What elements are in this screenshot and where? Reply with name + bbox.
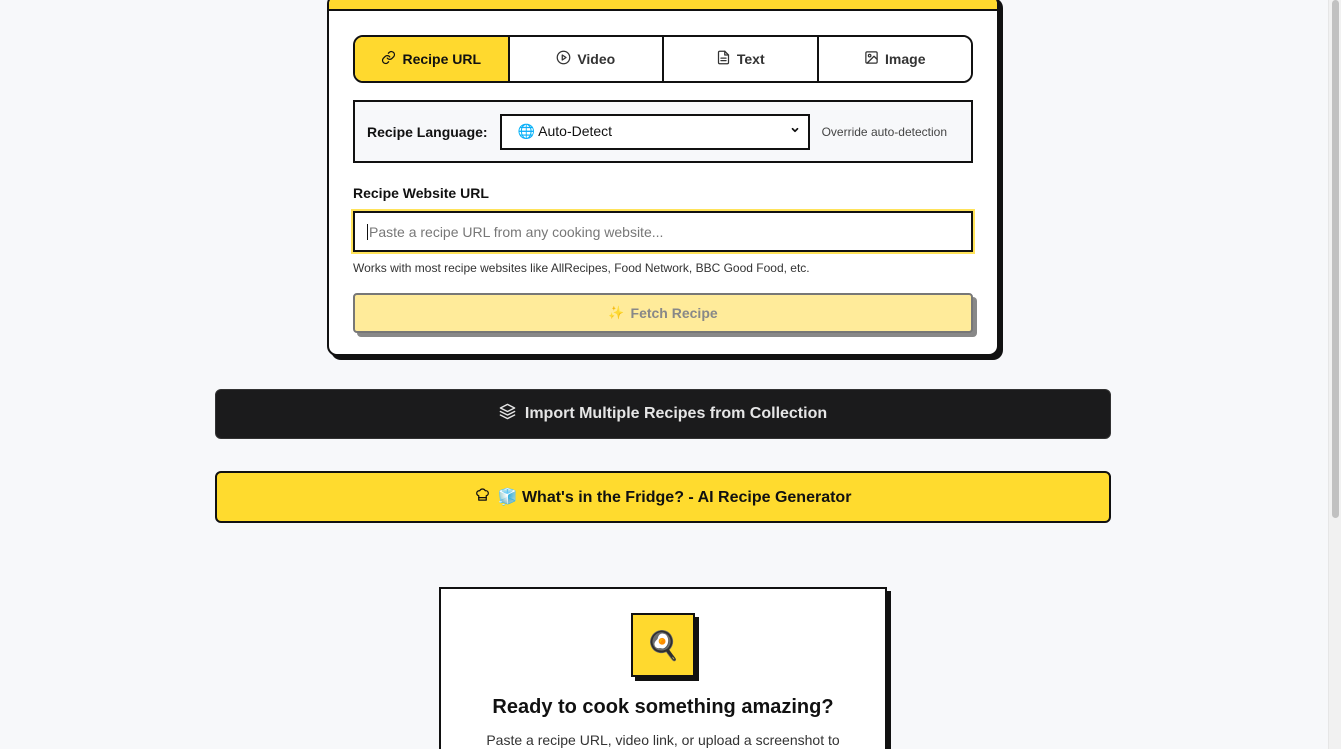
empty-state-subtitle: Paste a recipe URL, video link, or upload a screenshot to [486,732,840,748]
language-hint: Override auto-detection [821,124,947,139]
url-helper-text: Works with most recipe websites like AllRecipes, Food Network, BBC Good Food, etc. [353,261,810,275]
link-icon [381,50,396,68]
layers-icon [499,403,516,425]
recipe-url-input[interactable] [353,211,973,252]
image-icon [864,50,879,68]
card-top-accent [329,0,997,11]
page-scrollbar[interactable] [1328,0,1341,749]
empty-state-emoji: 🍳 [645,629,681,661]
document-icon [716,50,731,68]
language-select[interactable] [500,114,810,150]
fetch-recipe-label: Fetch Recipe [630,305,718,321]
recipe-import-card [327,0,999,356]
tab-label: Image [885,51,926,67]
url-field-label: Recipe Website URL [353,185,489,201]
tab-label: Text [736,51,765,67]
fridge-ai-generator-button[interactable] [215,471,1111,523]
url-placeholder: Paste a recipe URL from any cooking website... [369,223,664,240]
import-collection-button[interactable] [215,389,1111,439]
tab-recipe-url[interactable] [355,37,508,81]
text-caret [367,224,368,240]
fetch-recipe-button[interactable] [353,293,973,333]
scrollbar-thumb[interactable] [1332,0,1339,518]
language-selector-box [353,100,973,163]
tab-label: Recipe URL [402,51,482,67]
chevron-down-icon [790,125,800,138]
source-tabs [353,35,973,83]
frying-pan-icon [631,613,695,677]
empty-state-card [439,587,887,749]
tab-label: Video [577,51,616,67]
play-circle-icon [556,50,571,68]
tab-video[interactable] [508,37,663,81]
sparkle-icon: ✨ [608,305,625,320]
language-label: Recipe Language: [367,123,488,140]
chef-hat-icon [475,487,490,507]
language-selected-value: 🌐 Auto-Detect [517,123,613,139]
import-collection-label: Import Multiple Recipes from Collection [524,405,828,422]
empty-state-title: Ready to cook something amazing? [492,696,834,718]
tab-text[interactable] [662,37,817,81]
tab-image[interactable] [817,37,972,81]
fridge-ai-generator-label: 🧊 What's in the Fridge? - AI Recipe Generator [497,489,852,506]
